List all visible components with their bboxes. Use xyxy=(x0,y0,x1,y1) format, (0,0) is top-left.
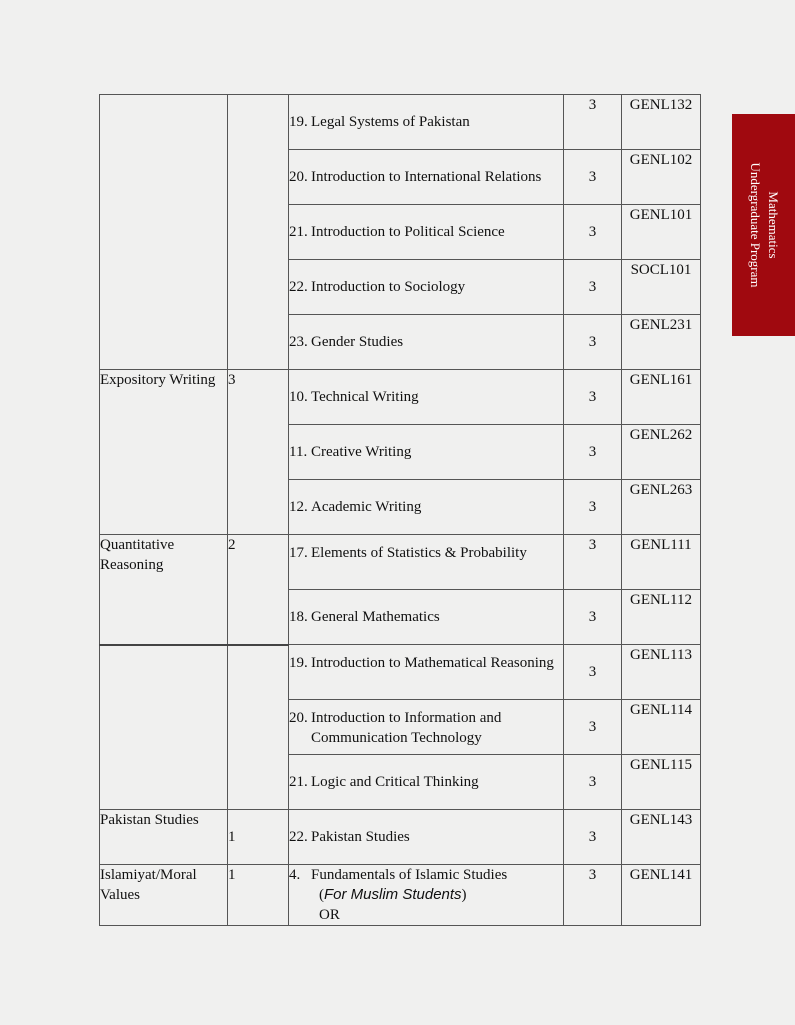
hours-cell: 3 xyxy=(564,95,622,150)
course-cell xyxy=(289,535,564,590)
table-row xyxy=(100,95,701,150)
course-number: 21. xyxy=(289,224,308,240)
code-cell: GENL115 xyxy=(622,755,701,810)
table-row xyxy=(100,810,701,865)
area-cell: Quantitative Reasoning xyxy=(100,535,228,645)
area-cell: Islamiyat/Moral Values xyxy=(100,865,228,926)
note-open: ( xyxy=(319,887,324,903)
course-title: Introduction to Political Science xyxy=(311,224,505,240)
course-cell xyxy=(289,755,564,810)
course-number: 22. xyxy=(289,279,308,295)
course-number: 20. xyxy=(289,169,308,185)
course-number: 18. xyxy=(289,609,308,625)
course-title: Pakistan Studies xyxy=(311,829,410,845)
program-side-tab xyxy=(732,114,795,336)
course-title: Introduction to International Relations xyxy=(311,169,542,185)
course-number: 11. xyxy=(289,444,308,460)
course-title: Legal Systems of Pakistan xyxy=(311,114,470,130)
course-title: Introduction to Mathematical Reasoning xyxy=(311,655,554,671)
code-cell: GENL112 xyxy=(622,590,701,645)
hours-cell: 3 xyxy=(564,315,622,370)
code-cell: GENL143 xyxy=(622,810,701,865)
side-tab-program: Undergraduate Program xyxy=(747,162,763,288)
hours-cell: 3 xyxy=(564,425,622,480)
course-cell xyxy=(289,480,564,535)
course-table xyxy=(99,94,701,926)
course-number: 17. xyxy=(289,545,308,561)
area-cell: Pakistan Studies xyxy=(100,810,228,865)
course-cell xyxy=(289,700,564,755)
side-tab-subject: Mathematics xyxy=(765,191,781,259)
course-title: Technical Writing xyxy=(311,389,419,405)
code-cell: GENL231 xyxy=(622,315,701,370)
course-number: 10. xyxy=(289,389,308,405)
course-number: 21. xyxy=(289,774,308,790)
code-cell: GENL114 xyxy=(622,700,701,755)
code-cell: GENL102 xyxy=(622,150,701,205)
area-cell: Expository Writing xyxy=(100,370,228,535)
course-title: Elements of Statistics & Probability xyxy=(311,545,527,561)
code-cell: SOCL101 xyxy=(622,260,701,315)
hours-cell: 3 xyxy=(564,755,622,810)
course-number: 20. xyxy=(289,710,308,726)
course-number: 4. xyxy=(289,867,301,883)
course-note: For Muslim Students xyxy=(324,886,462,903)
course-title: General Mathematics xyxy=(311,609,440,625)
credit-cell xyxy=(228,645,289,810)
course-number: 22. xyxy=(289,829,308,845)
table-row xyxy=(100,865,701,926)
code-cell: GENL262 xyxy=(622,425,701,480)
area-cell xyxy=(100,645,228,810)
course-title: Creative Writing xyxy=(311,444,412,460)
course-cell xyxy=(289,260,564,315)
code-cell: GENL111 xyxy=(622,535,701,590)
table-row xyxy=(100,645,701,700)
code-cell: GENL161 xyxy=(622,370,701,425)
hours-cell: 3 xyxy=(564,370,622,425)
hours-cell: 3 xyxy=(564,205,622,260)
course-number: 23. xyxy=(289,334,308,350)
area-cell xyxy=(100,95,228,370)
course-note-line xyxy=(289,885,563,905)
code-cell: GENL113 xyxy=(622,645,701,700)
course-cell xyxy=(289,95,564,150)
course-title: Logic and Critical Thinking xyxy=(311,774,479,790)
code-cell: GENL141 xyxy=(622,865,701,926)
course-cell xyxy=(289,315,564,370)
hours-cell: 3 xyxy=(564,865,622,926)
table-row xyxy=(100,370,701,425)
note-close: ) xyxy=(461,887,467,903)
code-cell: GENL263 xyxy=(622,480,701,535)
hours-cell: 3 xyxy=(564,700,622,755)
course-number: 19. xyxy=(289,655,308,671)
course-title: Academic Writing xyxy=(311,499,422,515)
code-cell: GENL132 xyxy=(622,95,701,150)
credit-cell: 1 xyxy=(228,865,289,926)
course-title: Introduction to Sociology xyxy=(311,279,466,295)
course-title: Gender Studies xyxy=(311,334,404,350)
hours-cell: 3 xyxy=(564,480,622,535)
course-number: 19. xyxy=(289,114,308,130)
course-cell xyxy=(289,205,564,260)
or-label: OR xyxy=(319,907,340,923)
code-cell: GENL101 xyxy=(622,205,701,260)
credit-cell: 2 xyxy=(228,535,289,645)
course-cell xyxy=(289,645,564,700)
hours-cell: 3 xyxy=(564,810,622,865)
credit-cell: 3 xyxy=(228,370,289,535)
course-title: Fundamentals of Islamic Studies xyxy=(311,867,508,883)
course-cell xyxy=(289,370,564,425)
hours-cell: 3 xyxy=(564,260,622,315)
credit-cell xyxy=(228,95,289,370)
hours-cell: 3 xyxy=(564,645,622,700)
hours-cell: 3 xyxy=(564,535,622,590)
course-cell xyxy=(289,150,564,205)
table-row xyxy=(100,535,701,590)
course-title: Introduction to Information and Communication Technology xyxy=(311,710,502,746)
course-cell xyxy=(289,810,564,865)
hours-cell: 3 xyxy=(564,150,622,205)
course-number: 12. xyxy=(289,499,308,515)
credit-cell: 1 xyxy=(228,810,289,865)
hours-cell: 3 xyxy=(564,590,622,645)
course-cell xyxy=(289,425,564,480)
course-cell xyxy=(289,590,564,645)
course-cell xyxy=(289,865,564,926)
